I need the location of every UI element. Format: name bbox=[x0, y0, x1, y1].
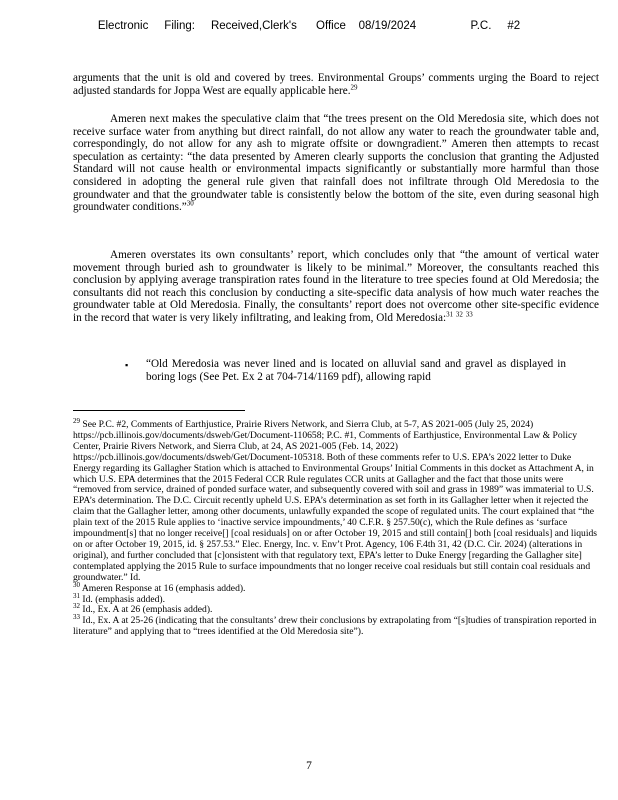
filing-header: Electronic Filing: Received,Clerk's Office 08/19/2024 P.C. #2 bbox=[97, 20, 521, 32]
footnote-text: Ameren Response at 16 (emphasis added). bbox=[81, 582, 246, 594]
footnote-text: Id. (emphasis added). bbox=[82, 593, 165, 605]
footnote-ref-29: 29 bbox=[350, 82, 358, 91]
footnote-text: Id., Ex. A at 25-26 (indicating that the consultants’ drew their conclusions by extrapolating from “[s]tudies of transpiration reported in literature” and applying that to “trees identified at the Old Meredosia site”). bbox=[73, 615, 597, 638]
footnote-ref-31: 31 bbox=[446, 310, 454, 319]
paragraph-2 bbox=[73, 113, 599, 214]
footnote-ref-32: 32 bbox=[455, 310, 463, 319]
footnote-number: 33 bbox=[73, 613, 80, 622]
footnote-33 bbox=[73, 613, 599, 638]
paragraph-1 bbox=[73, 72, 599, 97]
bullet-text: “Old Meredosia was never lined and is located on alluvial sand and gravel as displayed in boring logs (See Pet. Ex 2 at 704-714/1169 pdf), allowing rapid bbox=[146, 358, 566, 383]
footnote-ref-30: 30 bbox=[186, 199, 194, 208]
footnote-number: 29 bbox=[73, 416, 80, 425]
footnote-number: 31 bbox=[73, 591, 80, 600]
footnote-29 bbox=[73, 416, 599, 584]
footnote-ref-33: 33 bbox=[465, 310, 473, 319]
paragraph-3-text: Ameren overstates its own consultants’ report, which concludes only that “the amount of vertical water movement through buried ash to groundwater is likely to be minimal.” Moreover, the consultants reached this conclusion by applying average transpiration rates found in the literature to tree species found at Old Meredosia; the consultants did not reach this conclusion by conducting a site-specific data analysis of how much water reaches the groundwater table at Old Meredosia. Finally, the consultants’ report does not overcome other site-specific evidence in the record that water is very likely infiltrating, and leaking from, Old Meredosia: bbox=[73, 249, 599, 324]
footnote-number: 32 bbox=[73, 602, 80, 611]
footnote-number: 30 bbox=[73, 580, 80, 589]
footnotes bbox=[73, 416, 599, 638]
page-number: 7 bbox=[306, 760, 312, 772]
footnote-text: See P.C. #2, Comments of Earthjustice, Prairie Rivers Network, and Sierra Club, at 5-7, AS 2021-005 (July 25, 2024) https://pcb.illinois.gov/documents/dsweb/Get/Document-110658; P.C. #1, Comments of Earthjustice, Environmental Law & Policy Center, Prairie Rivers Network, and Sierra Club, at 24, AS 2021-005 (Feb. 14, 2022) https://pcb.illinois.gov/documents/dsweb/Get/Document-105318. Both of these comments refer to U.S. EPA’s 2022 letter to Duke Energy regarding its Gallagher Station which is attached to Environmental Groups’ Initial Comments in this docket as Attachment A, in which U.S. EPA determines that the 2015 Federal CCR Rule regulates CCR units at Gallagher and the fact that those units were “removed from service, drained of ponded surface water, and subsequently covered with soil and grass in 1989” was immaterial to U.S. EPA’s determination. The D.C. Circuit recently upheld U.S. EPA’s determination as set forth in its Gallagher letter when it rejected the claim that the Gallagher letter, among other documents, unlawfully expanded the scope of regulated units. The court explained that “the plain text of the 2015 Rule applies to ‘inactive service impoundments,’ 40 C.F.R. § 257.50(c), which the Rule defines as ‘surface impoundment[s] that no longer receive[] [coal residuals] on or after October 19, 2015 and still contain[] both [coal residuals] and liquids on or after October 19, 2015, id. § 257.53.” Elec. Energy, Inc. v. Env’t Prot. Agency, 106 F.4th 31, 42 (D.C. Cir. 2024) (alterations in original), and further concluded that [c]onsistent with that regulatory text, EPA’s letter to Duke Energy [regarding the Gallagher site] contemplated applying the 2015 Rule to surface impoundments that no longer receive coal residuals but still contain coal residuals and groundwater.” Id. bbox=[73, 419, 598, 583]
paragraph-1-text: arguments that the unit is old and covered by trees. Environmental Groups’ comments urging the Board to reject adjusted standards for Joppa West are equally applicable here. bbox=[73, 72, 599, 97]
paragraph-2-text: Ameren next makes the speculative claim that “the trees present on the Old Meredosia site, which does not receive surface water from anything but direct rainfall, do not allow any water to reach the groundwater table and, correspondingly, do not allow for any ash to migrate offsite or downgradient.” Ameren then attempts to recast speculation as certainty: “the data presented by Ameren clearly supports the conclusion that granting the Adjusted Standard will not cause health or environmental impacts significantly or substantially more harmful than those considered in adopting the general rule given that rainfall does not infiltrate through Old Meredosia to the groundwater and that the groundwater table is consistently below the bottom of the site, even during seasonal high groundwater conditions.” bbox=[73, 113, 599, 214]
footnote-separator bbox=[73, 410, 245, 411]
bullet-marker-icon: ▪ bbox=[125, 360, 129, 370]
paragraph-3 bbox=[73, 249, 599, 325]
footnote-text: Id., Ex. A at 26 (emphasis added). bbox=[82, 604, 213, 616]
